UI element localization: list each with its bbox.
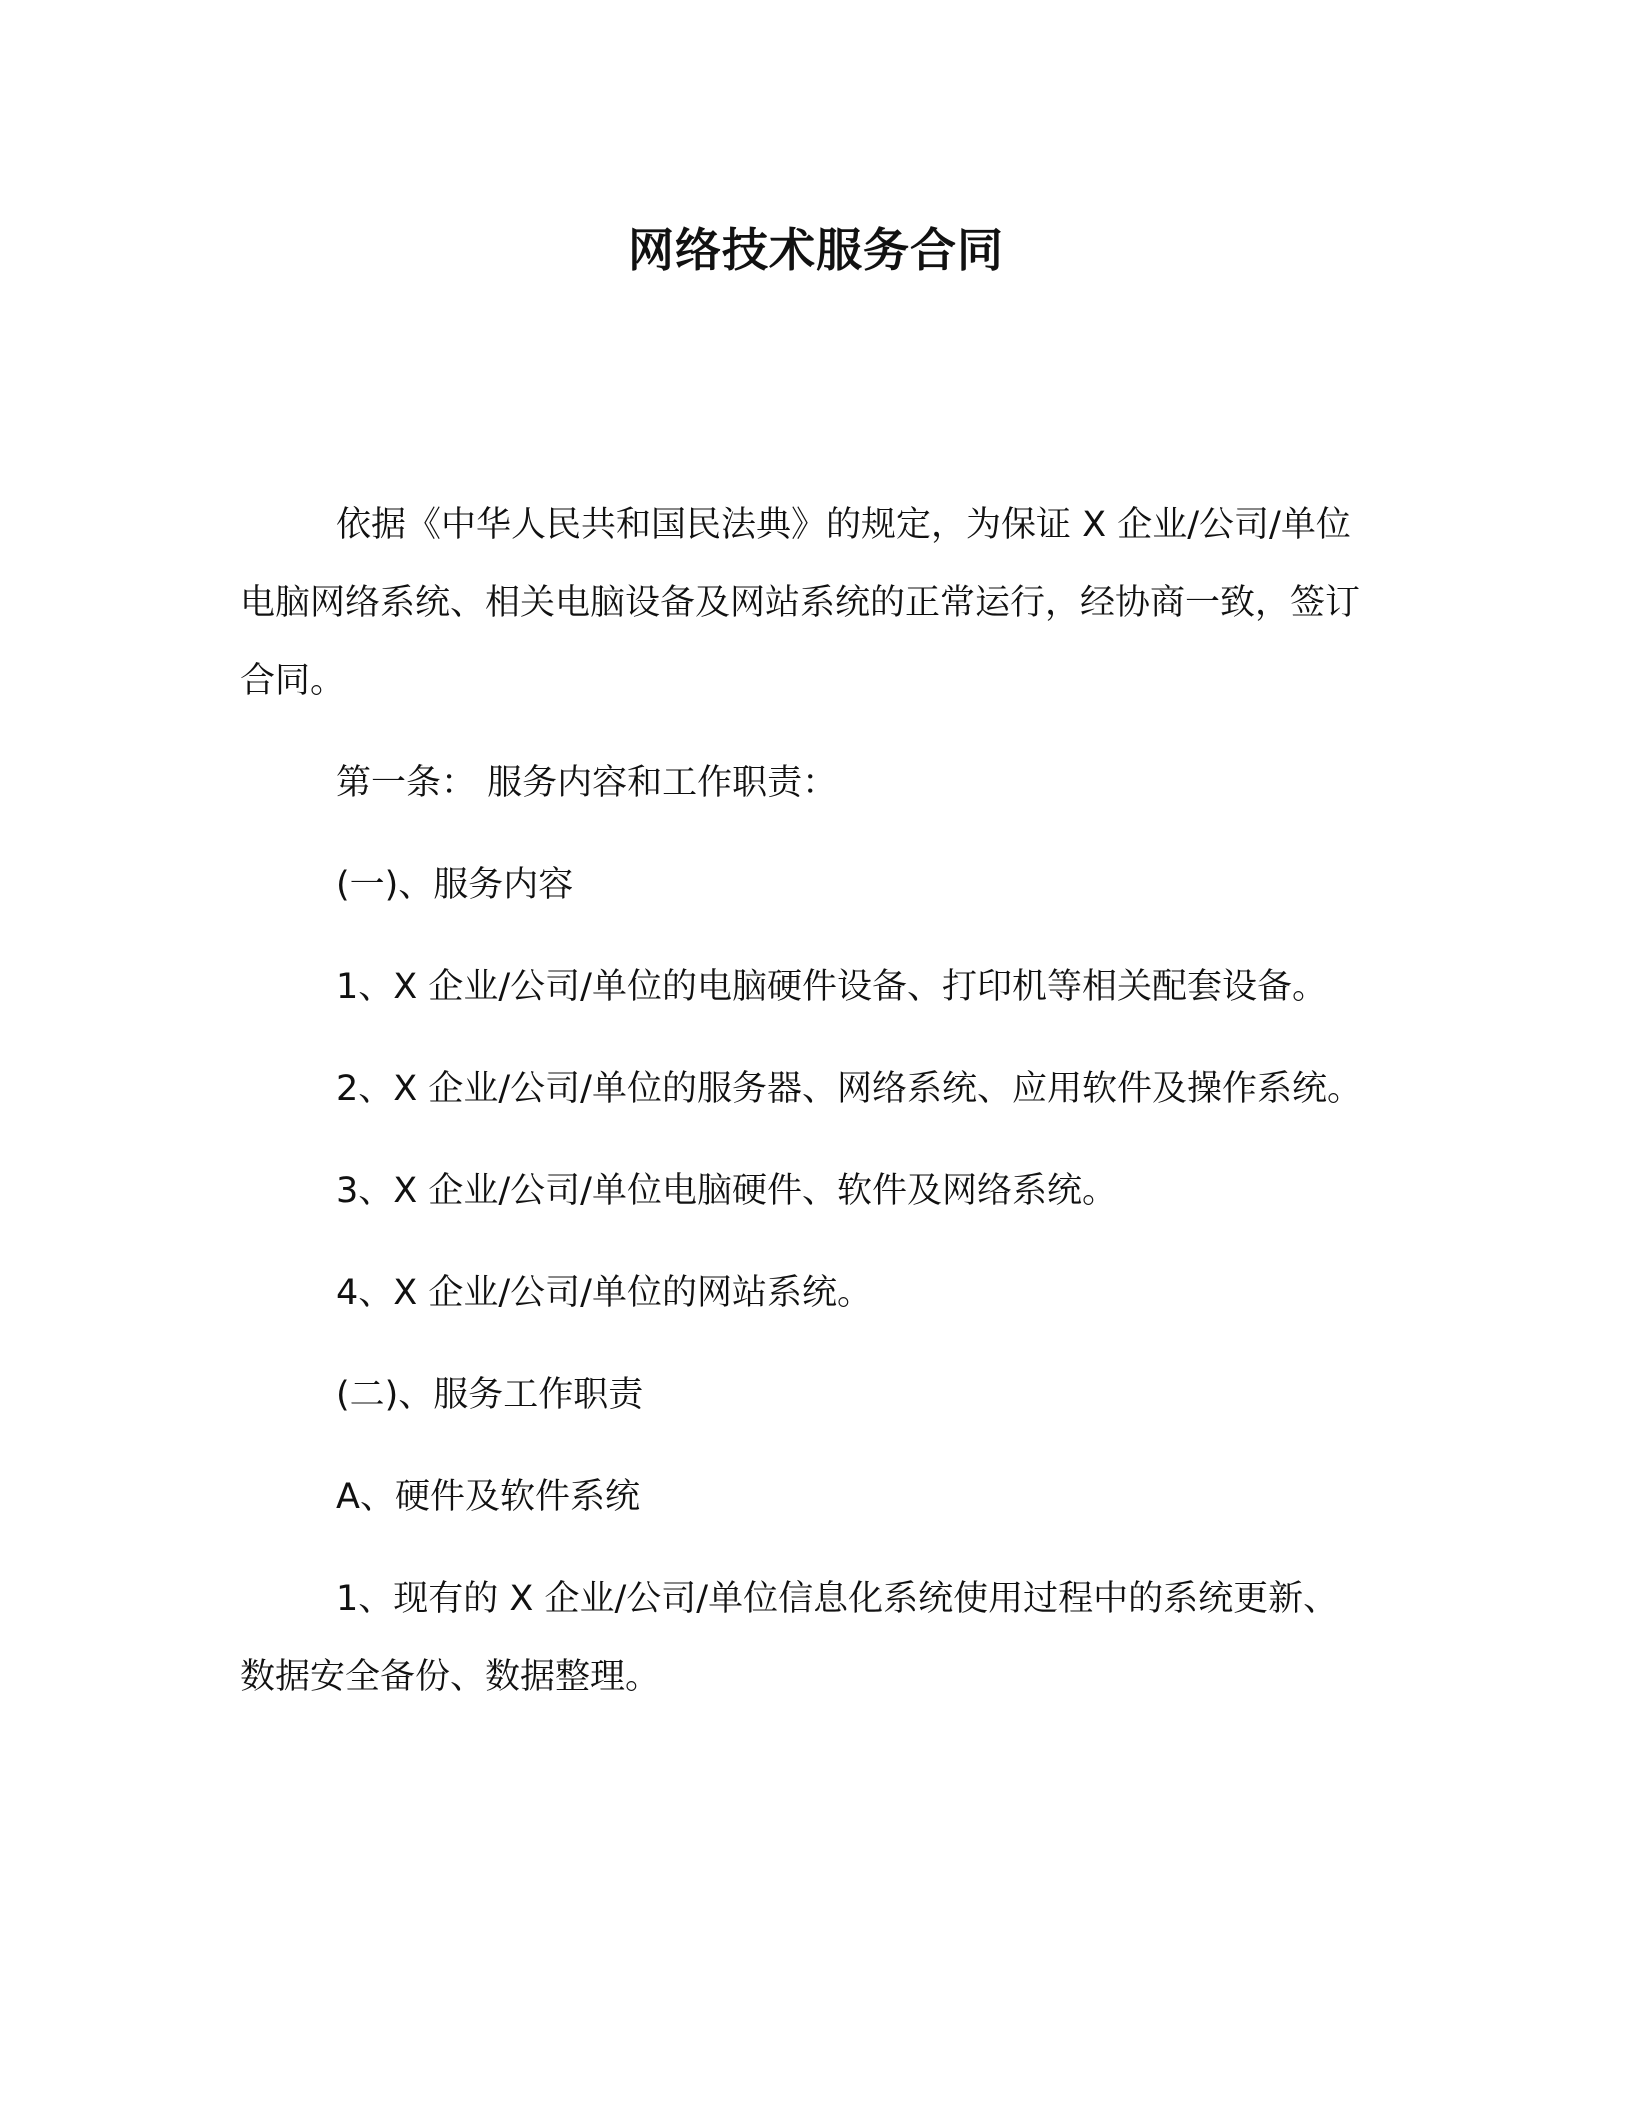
paragraph-intro: 依据《中华人民共和国民法典》的规定，为保证 X 企业/公司/单位电脑网络系统、相关电脑设备及网站系统的正常运行，经协商一致，签订合同。 (240, 505, 1361, 701)
paragraph-subsection-a-heading: A、硬件及软件系统 (336, 1477, 640, 1517)
paragraph-item-3: 3、X 企业/公司/单位电脑硬件、软件及网络系统。 (336, 1171, 1117, 1211)
paragraph-item-2: 2、X 企业/公司/单位的服务器、网络系统、应用软件及操作系统。 (336, 1069, 1362, 1109)
paragraph-item-1: 1、X 企业/公司/单位的电脑硬件设备、打印机等相关配套设备。 (336, 967, 1327, 1007)
paragraph-item-4: 4、X 企业/公司/单位的网站系统。 (336, 1273, 872, 1313)
paragraph-section-1-heading: (一)、服务内容 (336, 865, 574, 905)
document-body (240, 486, 1370, 1740)
paragraph-section-2-heading: (二)、服务工作职责 (336, 1375, 644, 1415)
paragraph-a-item-1: 1、现有的 X 企业/公司/单位信息化系统使用过程中的系统更新、数据安全备份、数据整理。 (240, 1579, 1339, 1697)
paragraph-article-1-heading: 第一条： 服务内容和工作职责： (336, 763, 838, 803)
document-title: 网络技术服务合同 (628, 223, 1004, 277)
